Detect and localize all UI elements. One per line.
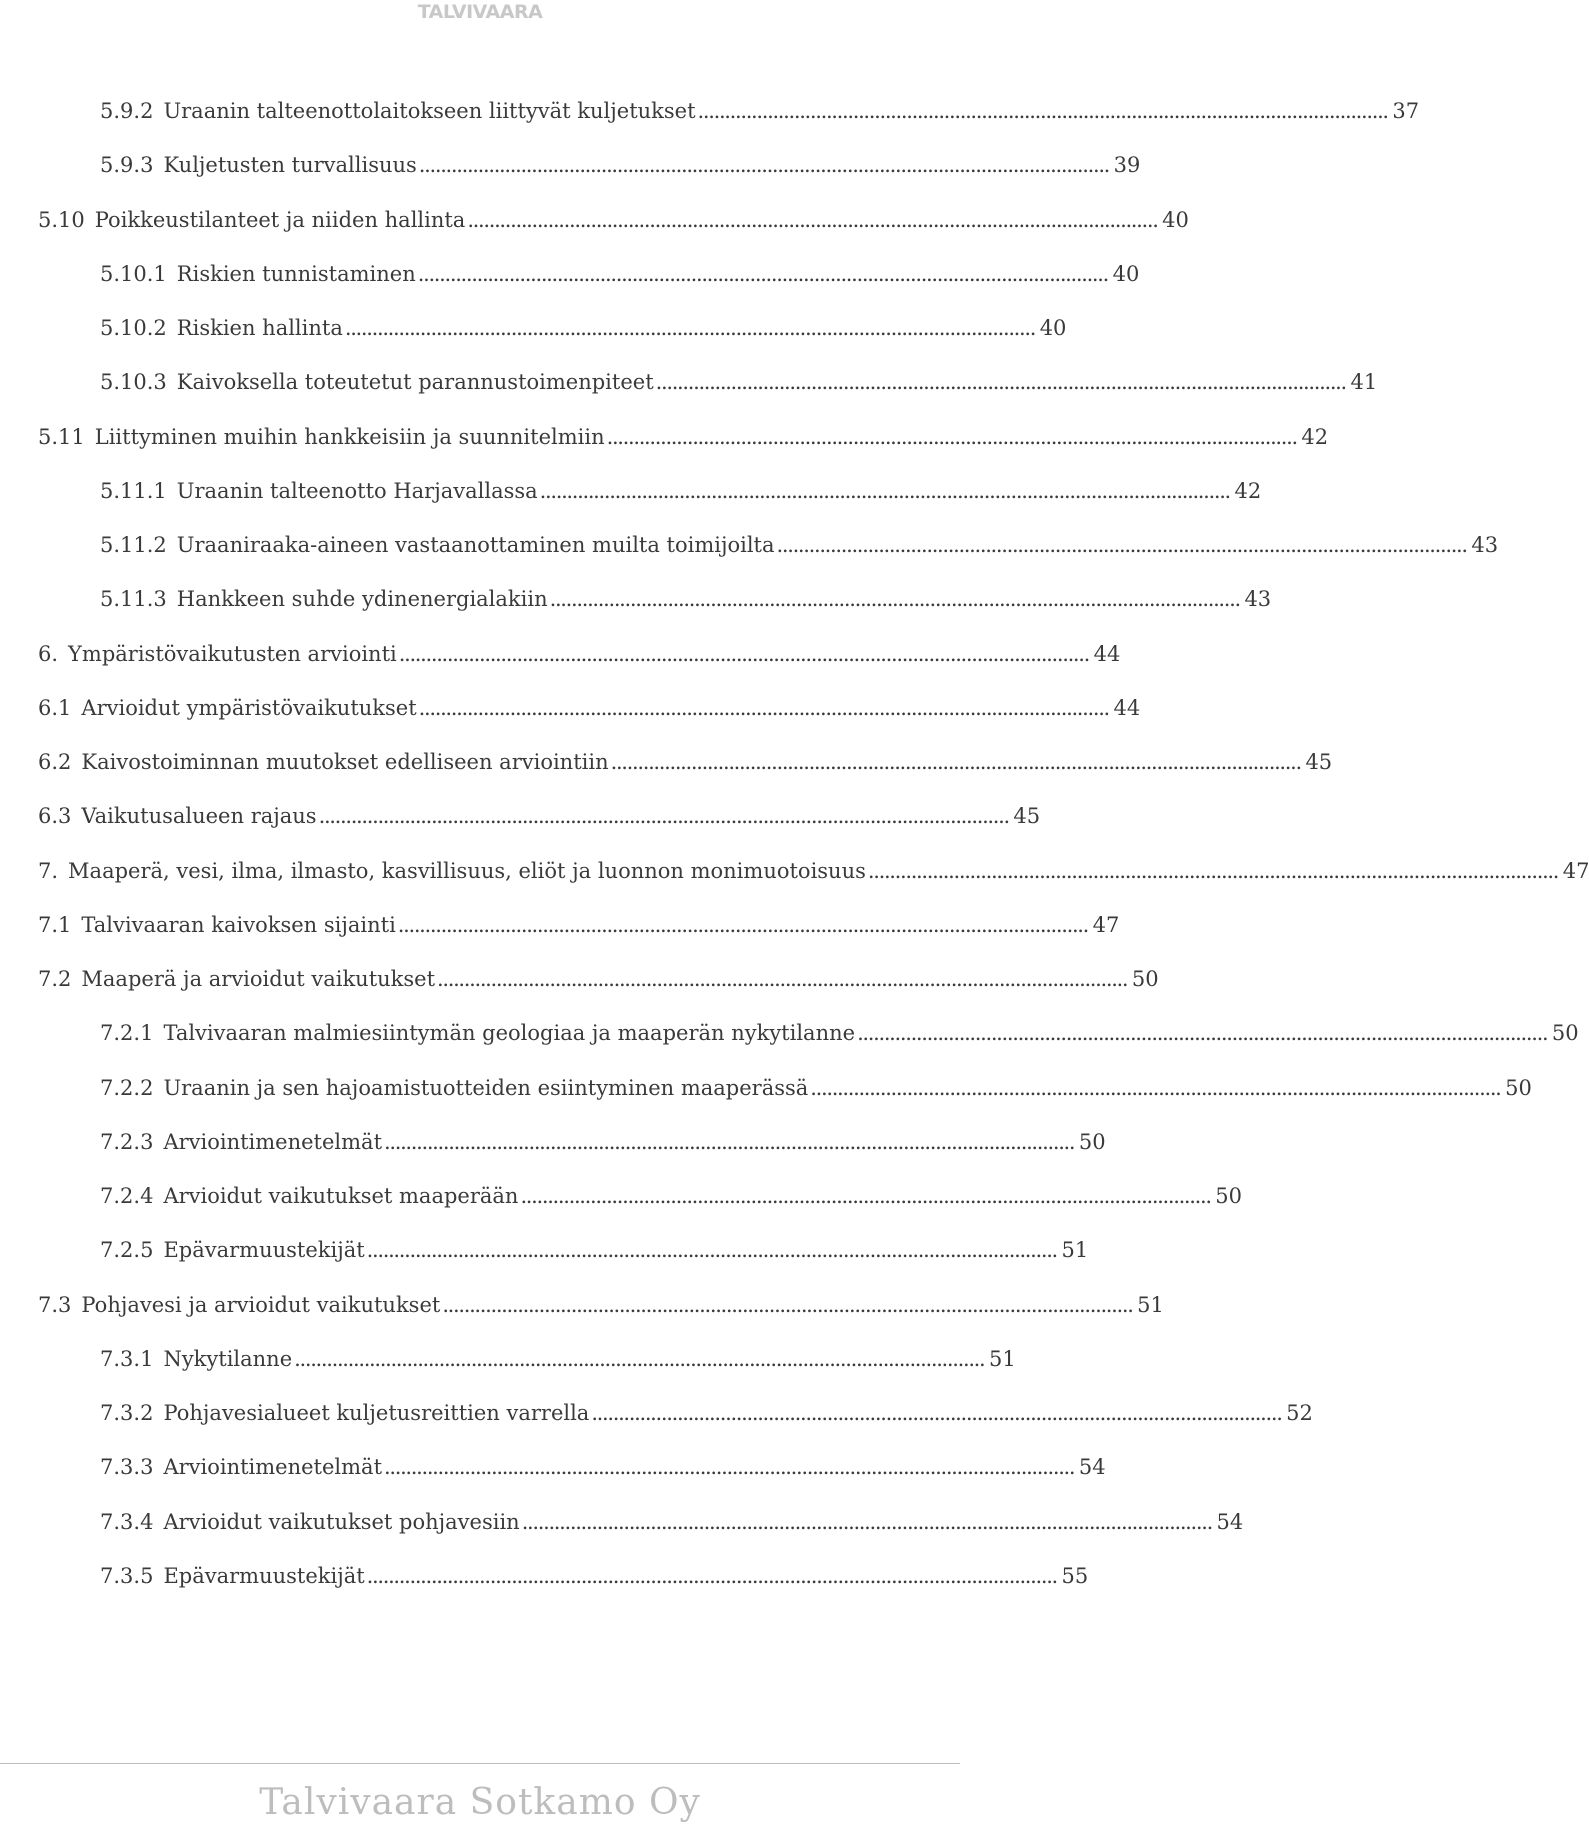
- toc-entry[interactable]: [38, 748, 1333, 802]
- toc-entry[interactable]: [38, 694, 1141, 748]
- footer-divider: [0, 1763, 960, 1764]
- toc-dot-leader: [611, 748, 1299, 776]
- toc-entry-number: 6.1: [38, 695, 72, 720]
- toc-dot-leader: [384, 1453, 1072, 1481]
- toc-entry-page-number: 52: [1286, 1401, 1313, 1425]
- toc-entry-title: Epävarmuustekijät: [163, 1563, 365, 1588]
- toc-entry-number: 5.9.3: [100, 153, 154, 178]
- toc-entry[interactable]: [38, 1291, 1164, 1345]
- toc-entry-page-number: 44: [1113, 695, 1141, 720]
- toc-entry-page-number: 41: [1350, 370, 1378, 395]
- toc-dot-leader: [345, 314, 1033, 342]
- talvivaara-logo: TALVIVAARA: [417, 1, 543, 23]
- toc-entry-title: Arvioidut ympäristövaikutukset: [81, 695, 417, 720]
- toc-dot-leader: [607, 423, 1295, 451]
- toc-entry-number: 7.2.2: [100, 1075, 154, 1100]
- toc-entry-page-number: 47: [1562, 858, 1589, 883]
- toc-entry-number: 7.2.1: [100, 1021, 154, 1046]
- footer-company-name: Talvivaara Sotkamo Oy: [259, 1782, 701, 1823]
- toc-entry-page-number: 51: [1137, 1292, 1164, 1317]
- toc-entry-number: 7.3.5: [100, 1563, 154, 1588]
- toc-entry-number: 7.2.4: [100, 1184, 154, 1208]
- toc-dot-leader: [319, 802, 1007, 830]
- toc-dot-leader: [550, 585, 1238, 613]
- toc-entry-page-number: 40: [1112, 261, 1140, 286]
- toc-entry-number: 5.11.3: [100, 587, 167, 612]
- toc-entry-number: 5.11.1: [100, 478, 167, 503]
- toc-entry-page-number: 51: [988, 1346, 1016, 1371]
- toc-entry[interactable]: [38, 1128, 1106, 1182]
- toc-entry-title: Maaperä ja arvioidut vaikutukset: [81, 967, 436, 991]
- toc-entry-title: Epävarmuustekijät: [163, 1238, 365, 1263]
- toc-entry[interactable]: [38, 640, 1121, 694]
- toc-entry-page-number: 40: [1162, 207, 1189, 232]
- toc-entry-page-number: 45: [1305, 750, 1333, 774]
- toc-entry-number: 5.11: [38, 424, 85, 449]
- toc-entry-number: 5.10.2: [100, 316, 167, 340]
- toc-entry[interactable]: [38, 1399, 1313, 1453]
- toc-entry-number: 7.2.3: [100, 1129, 154, 1154]
- toc-entry[interactable]: [38, 857, 1589, 911]
- toc-entry[interactable]: [38, 206, 1189, 260]
- table-of-contents: [38, 97, 1589, 1616]
- toc-entry-page-number: 42: [1301, 424, 1329, 449]
- toc-entry-title: Talvivaaran kaivoksen sijainti: [81, 912, 396, 937]
- toc-entry-title: Kaivostoiminnan muutokset edelliseen arviointiin: [81, 750, 609, 774]
- toc-entry[interactable]: [38, 477, 1262, 531]
- toc-entry-title: Hankkeen suhde ydinenergialakiin: [176, 587, 548, 612]
- toc-entry[interactable]: [38, 423, 1329, 477]
- toc-entry[interactable]: [38, 802, 1041, 856]
- toc-entry-title: Uraanin talteenotto Harjavallassa: [176, 478, 538, 503]
- toc-entry[interactable]: [38, 1236, 1089, 1290]
- toc-entry-page-number: 54: [1078, 1455, 1106, 1480]
- toc-dot-leader: [367, 1562, 1055, 1590]
- toc-dot-leader: [437, 965, 1125, 993]
- toc-entry-page-number: 50: [1215, 1184, 1243, 1208]
- toc-entry-number: 7.2.5: [100, 1238, 154, 1263]
- toc-entry-number: 5.10.3: [100, 370, 167, 395]
- toc-entry-number: 7.3.3: [100, 1455, 154, 1480]
- toc-entry-page-number: 40: [1039, 316, 1067, 340]
- toc-entry-title: Uraanin talteenottolaitokseen liittyvät kuljetukset: [163, 99, 696, 123]
- toc-dot-leader: [467, 206, 1155, 234]
- toc-entry-number: 7.3: [38, 1292, 72, 1317]
- toc-dot-leader: [419, 694, 1107, 722]
- toc-dot-leader: [399, 640, 1087, 668]
- toc-entry-number: 7.2: [38, 967, 72, 991]
- toc-entry-number: 5.10.1: [100, 261, 167, 286]
- toc-entry-page-number: 47: [1092, 912, 1120, 937]
- toc-entry[interactable]: [38, 368, 1378, 422]
- toc-entry-number: 7.: [38, 858, 59, 883]
- toc-dot-leader: [384, 1128, 1072, 1156]
- toc-dot-leader: [540, 477, 1228, 505]
- toc-entry-title: Riskien tunnistaminen: [176, 261, 416, 286]
- toc-dot-leader: [520, 1182, 1208, 1210]
- toc-entry-page-number: 44: [1093, 641, 1121, 666]
- toc-entry-number: 5.10: [38, 207, 85, 232]
- toc-entry-title: Kuljetusten turvallisuus: [163, 153, 417, 178]
- toc-entry-title: Nykytilanne: [163, 1346, 293, 1371]
- toc-entry-title: Kaivoksella toteutetut parannustoimenpiteet: [176, 370, 654, 395]
- toc-entry-page-number: 50: [1505, 1075, 1532, 1100]
- toc-entry[interactable]: [38, 260, 1140, 314]
- toc-entry-page-number: 43: [1244, 587, 1272, 612]
- toc-dot-leader: [868, 857, 1556, 885]
- toc-dot-leader: [810, 1074, 1498, 1102]
- toc-entry-title: Pohjavesi ja arvioidut vaikutukset: [81, 1292, 441, 1317]
- toc-entry-number: 6.2: [38, 750, 72, 774]
- toc-entry[interactable]: [38, 314, 1067, 368]
- toc-entry-number: 7.1: [38, 912, 72, 937]
- toc-dot-leader: [419, 151, 1107, 179]
- toc-entry-title: Ympäristövaikutusten arviointi: [68, 641, 397, 666]
- toc-entry-title: Uraaniraaka-aineen vastaanottaminen muilta toimijoilta: [176, 533, 775, 557]
- toc-entry-number: 7.3.4: [100, 1509, 154, 1534]
- toc-entry[interactable]: [38, 1562, 1089, 1616]
- toc-entry-title: Maaperä, vesi, ilma, ilmasto, kasvillisuus, eliöt ja luonnon monimuotoisuus: [68, 858, 866, 883]
- toc-dot-leader: [656, 368, 1344, 396]
- toc-entry-title: Poikkeustilanteet ja niiden hallinta: [94, 207, 466, 232]
- toc-entry-page-number: 45: [1013, 804, 1041, 829]
- toc-entry-number: 7.3.2: [100, 1401, 154, 1425]
- toc-entry-title: Arviointimenetelmät: [163, 1455, 383, 1480]
- toc-entry-number: 5.9.2: [100, 99, 154, 123]
- toc-entry[interactable]: [38, 585, 1272, 639]
- toc-dot-leader: [294, 1345, 982, 1373]
- toc-entry-number: 6.: [38, 641, 59, 666]
- toc-dot-leader: [698, 97, 1386, 125]
- toc-entry-page-number: 55: [1061, 1563, 1089, 1588]
- toc-entry-page-number: 42: [1234, 478, 1262, 503]
- toc-entry-title: Riskien hallinta: [176, 316, 343, 340]
- toc-entry-page-number: 43: [1471, 533, 1499, 557]
- toc-entry-title: Uraanin ja sen hajoamistuotteiden esiintyminen maaperässä: [163, 1075, 809, 1100]
- toc-entry-page-number: 39: [1113, 153, 1141, 178]
- toc-entry-page-number: 51: [1061, 1238, 1089, 1263]
- toc-dot-leader: [522, 1508, 1210, 1536]
- toc-entry-page-number: 54: [1216, 1509, 1244, 1534]
- toc-entry[interactable]: [38, 1345, 1016, 1399]
- toc-entry[interactable]: [38, 1508, 1244, 1562]
- toc-dot-leader: [777, 531, 1465, 559]
- toc-entry[interactable]: [38, 1182, 1243, 1236]
- toc-entry[interactable]: [38, 911, 1120, 965]
- toc-entry-number: 7.3.1: [100, 1346, 154, 1371]
- toc-entry-title: Arvioidut vaikutukset maaperään: [163, 1184, 519, 1208]
- toc-entry[interactable]: [38, 151, 1141, 205]
- toc-entry[interactable]: [38, 965, 1159, 1019]
- toc-dot-leader: [367, 1236, 1055, 1264]
- toc-entry-title: Talvivaaran malmiesiintymän geologiaa ja maaperän nykytilanne: [163, 1021, 856, 1046]
- toc-entry[interactable]: [38, 1019, 1579, 1073]
- toc-dot-leader: [398, 911, 1086, 939]
- toc-entry-number: 6.3: [38, 804, 72, 829]
- toc-entry-title: Arviointimenetelmät: [163, 1129, 383, 1154]
- toc-entry[interactable]: [38, 531, 1499, 585]
- toc-dot-leader: [591, 1399, 1279, 1427]
- toc-entry-title: Vaikutusalueen rajaus: [81, 804, 317, 829]
- toc-entry[interactable]: [38, 1074, 1532, 1128]
- toc-entry-page-number: 50: [1551, 1021, 1579, 1046]
- toc-entry[interactable]: [38, 97, 1420, 151]
- toc-entry-title: Arvioidut vaikutukset pohjavesiin: [163, 1509, 520, 1534]
- toc-entry-number: 5.11.2: [100, 533, 167, 557]
- toc-dot-leader: [418, 260, 1106, 288]
- toc-dot-leader: [857, 1019, 1545, 1047]
- toc-entry-title: Liittyminen muihin hankkeisiin ja suunnitelmiin: [94, 424, 605, 449]
- toc-entry-page-number: 50: [1078, 1129, 1106, 1154]
- toc-entry[interactable]: [38, 1453, 1106, 1507]
- toc-entry-page-number: 37: [1392, 99, 1420, 123]
- toc-dot-leader: [442, 1291, 1130, 1319]
- toc-entry-page-number: 50: [1131, 967, 1159, 991]
- toc-entry-title: Pohjavesialueet kuljetusreittien varrella: [163, 1401, 590, 1425]
